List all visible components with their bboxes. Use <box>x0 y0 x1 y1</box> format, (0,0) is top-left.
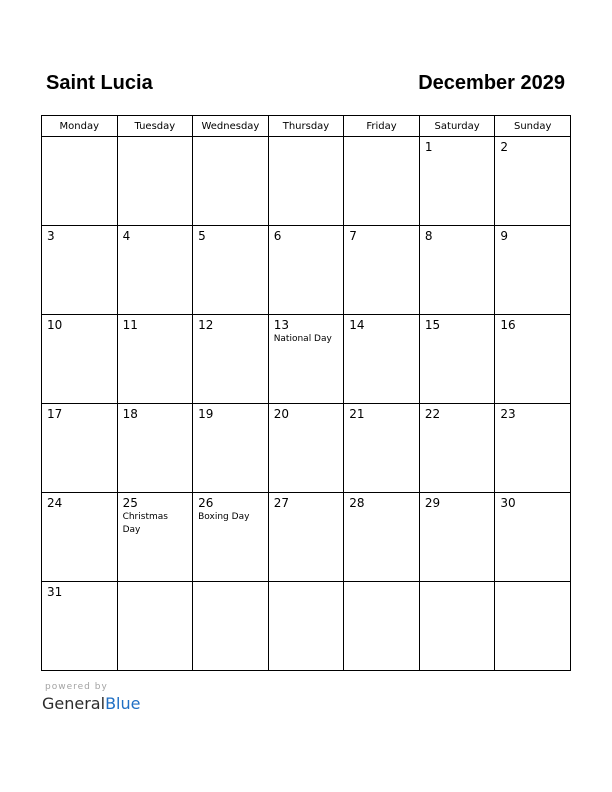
day-cell <box>117 137 193 226</box>
day-number: 15 <box>424 318 441 332</box>
day-number: 12 <box>198 318 214 332</box>
calendar-grid <box>41 115 571 671</box>
weekday-friday: Friday <box>344 116 420 137</box>
day-number: 30 <box>500 496 516 510</box>
day-number: 22 <box>424 407 441 421</box>
holiday-label: Christmas Day <box>122 512 168 535</box>
weekday-wednesday: Wednesday <box>193 116 269 137</box>
weekday-sunday: Sunday <box>495 116 571 137</box>
day-number: 26 <box>198 496 214 510</box>
brand-logo-part2: Blue <box>105 694 141 713</box>
day-cell <box>268 404 344 493</box>
day-number: 4 <box>122 229 131 243</box>
day-cell <box>42 582 118 671</box>
day-cell <box>268 137 344 226</box>
week-row <box>42 582 571 671</box>
week-row <box>42 137 571 226</box>
day-cell <box>268 493 344 582</box>
day-number: 28 <box>349 496 365 510</box>
day-cell <box>344 137 420 226</box>
brand-logo <box>42 694 140 713</box>
day-cell <box>193 404 269 493</box>
brand-logo-part1: General <box>42 694 106 713</box>
day-number: 5 <box>198 229 206 243</box>
day-number: 8 <box>424 229 433 243</box>
holiday-label: National Day <box>273 334 332 344</box>
day-cell <box>193 582 269 671</box>
day-number: 24 <box>47 496 63 510</box>
day-cell <box>42 315 118 404</box>
day-cell <box>495 226 571 315</box>
day-cell <box>42 137 118 226</box>
weekday-monday: Monday <box>42 116 118 137</box>
day-number: 7 <box>349 229 357 243</box>
day-cell <box>419 493 495 582</box>
day-number: 9 <box>500 229 509 243</box>
day-number: 14 <box>349 318 365 332</box>
day-number: 21 <box>349 407 365 421</box>
week-row <box>42 226 571 315</box>
day-number: 11 <box>122 318 138 332</box>
day-number: 25 <box>122 496 138 510</box>
day-cell <box>419 582 495 671</box>
day-number: 18 <box>122 407 138 421</box>
week-row <box>42 315 571 404</box>
day-cell <box>268 226 344 315</box>
day-cell <box>117 582 193 671</box>
weekday-saturday: Saturday <box>419 116 495 137</box>
day-number: 3 <box>47 229 55 243</box>
day-number: 27 <box>273 496 289 510</box>
day-cell <box>419 226 495 315</box>
day-number: 17 <box>47 407 63 421</box>
day-cell <box>344 404 420 493</box>
country-title: Saint Lucia <box>46 72 153 94</box>
day-number: 2 <box>500 140 509 154</box>
day-cell <box>344 493 420 582</box>
day-cell <box>193 137 269 226</box>
day-cell <box>117 315 193 404</box>
day-cell <box>495 404 571 493</box>
day-cell <box>193 226 269 315</box>
day-number: 19 <box>198 407 214 421</box>
day-cell <box>495 493 571 582</box>
week-row <box>42 404 571 493</box>
day-cell <box>117 226 193 315</box>
day-number: 23 <box>500 407 516 421</box>
day-cell <box>419 404 495 493</box>
day-cell <box>42 226 118 315</box>
day-number: 6 <box>273 229 282 243</box>
day-cell <box>193 493 269 582</box>
day-number: 20 <box>273 407 289 421</box>
week-row <box>42 493 571 582</box>
day-cell <box>117 493 193 582</box>
weekday-thursday: Thursday <box>268 116 344 137</box>
day-cell <box>42 493 118 582</box>
day-number: 10 <box>47 318 63 332</box>
day-number: 1 <box>424 140 433 154</box>
day-cell <box>193 315 269 404</box>
day-number: 31 <box>47 585 63 599</box>
day-cell <box>42 404 118 493</box>
day-cell <box>495 137 571 226</box>
day-number: 29 <box>424 496 441 510</box>
day-cell <box>268 582 344 671</box>
weekday-tuesday: Tuesday <box>117 116 193 137</box>
day-cell <box>419 315 495 404</box>
day-number: 13 <box>273 318 289 332</box>
day-cell <box>495 315 571 404</box>
day-cell <box>344 226 420 315</box>
day-cell <box>344 582 420 671</box>
weekday-header-row <box>42 116 571 137</box>
powered-by-label: powered by <box>45 682 108 692</box>
day-cell <box>268 315 344 404</box>
month-year-title: December 2029 <box>418 72 565 94</box>
holiday-label: Boxing Day <box>198 512 250 522</box>
day-number: 16 <box>500 318 516 332</box>
day-cell <box>344 315 420 404</box>
day-cell <box>495 582 571 671</box>
day-cell <box>419 137 495 226</box>
day-cell <box>117 404 193 493</box>
